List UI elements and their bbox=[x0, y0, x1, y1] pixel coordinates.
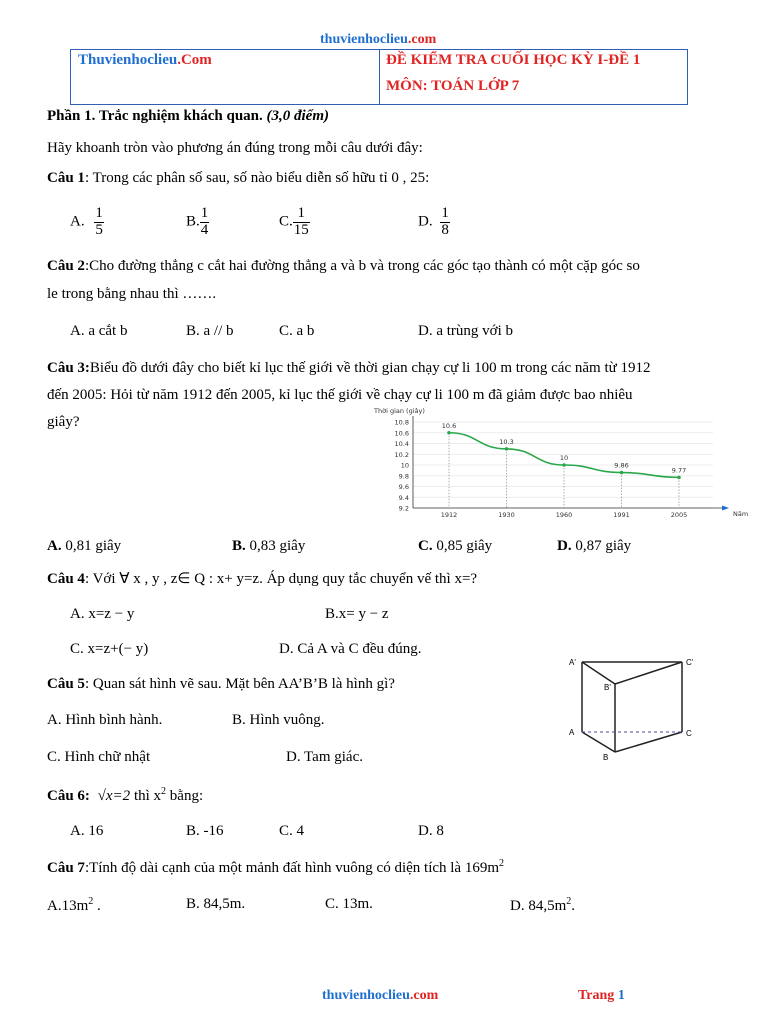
question-3-line2: đến 2005: Hỏi từ năm 1912 đến 2005, kỉ lục thế giới về chạy cự li 100 m đã giảm được bao nhiêu bbox=[47, 387, 633, 403]
data-point bbox=[620, 471, 624, 475]
q3-option-c[interactable]: C. 0,85 giây bbox=[418, 538, 493, 554]
header-divider bbox=[379, 50, 380, 104]
q6-option-d[interactable]: D. 8 bbox=[418, 823, 444, 839]
data-label: 9.86 bbox=[614, 461, 629, 470]
q2-option-c[interactable]: C. a b bbox=[279, 323, 315, 339]
data-label: 10.6 bbox=[441, 421, 457, 430]
x-axis-arrow bbox=[722, 506, 729, 511]
q2-option-d[interactable]: D. a trùng với b bbox=[418, 323, 514, 339]
footer-site-name[interactable]: thuvienhoclieu.com bbox=[322, 988, 439, 1003]
instruction-text: Hãy khoanh tròn vào phương án đúng trong mỗi câu dưới đây: bbox=[47, 140, 423, 156]
fraction: $\frac{1}{5}$ bbox=[95, 205, 103, 238]
subject-title: MÔN: TOÁN LỚP 7 bbox=[386, 78, 520, 94]
q5-option-c[interactable]: C. Hình chữ nhật bbox=[47, 749, 151, 765]
q7-option-c[interactable]: C. 13m. bbox=[325, 896, 373, 912]
question-5: Câu 5: Quan sát hình vẽ sau. Mặt bên AA’B’B là hình gì? bbox=[47, 676, 395, 692]
q3-option-b[interactable]: B. 0,83 giây bbox=[232, 538, 306, 554]
q7-option-a[interactable]: $A.13m^2$ . bbox=[47, 896, 101, 914]
edge-a1b1 bbox=[582, 662, 615, 684]
fraction: $\frac{1}{4}$ bbox=[200, 205, 209, 238]
data-label: 10 bbox=[559, 454, 569, 462]
label-c: C bbox=[686, 729, 692, 738]
edge-ab bbox=[582, 732, 615, 752]
label-b1: B' bbox=[604, 683, 611, 692]
data-point bbox=[505, 447, 509, 451]
q4-option-d[interactable]: D. Cả A và C đều đúng. bbox=[279, 641, 422, 657]
y-tick-label: 9.2 bbox=[398, 504, 409, 513]
label-b: B bbox=[603, 753, 609, 762]
edge-b1c1 bbox=[615, 662, 682, 684]
data-point bbox=[447, 431, 451, 435]
fraction: $\frac{1}{8}$ bbox=[441, 205, 449, 238]
record-time-line-chart bbox=[368, 404, 749, 522]
question-3-line3: giây? bbox=[47, 414, 80, 430]
q4-option-b[interactable]: B.x= y − z bbox=[325, 606, 389, 622]
y-axis-title: Thời gian (giây) bbox=[374, 407, 425, 415]
q6-option-b[interactable]: B. -16 bbox=[186, 823, 224, 839]
q4-option-a[interactable]: A. x=z − y bbox=[70, 606, 135, 622]
exam-title: ĐỀ KIỂM TRA CUỐI HỌC KỲ I-ĐỀ 1 bbox=[386, 52, 641, 68]
y-tick-label: 10.8 bbox=[394, 418, 409, 427]
y-tick-label: 9.8 bbox=[398, 472, 409, 481]
fraction: $\frac{1}{15}$ bbox=[293, 205, 309, 238]
q2-option-b[interactable]: B. a // b bbox=[186, 323, 234, 339]
question-7: Câu 7:Tính độ dài cạnh của một mảnh đất hình vuông có diện tích là $169m^2$ bbox=[47, 858, 505, 876]
q1-option-b[interactable]: B. $\frac{1}{4}$ bbox=[186, 205, 209, 238]
label-a1: A' bbox=[569, 658, 576, 667]
q6-option-c[interactable]: C. 4 bbox=[279, 823, 305, 839]
q2-option-a[interactable]: A. a cắt b bbox=[70, 323, 128, 339]
y-tick-label: 9.4 bbox=[398, 493, 409, 502]
q3-option-d[interactable]: D. 0,87 giây bbox=[557, 538, 632, 554]
q1-option-d[interactable]: D. $\frac{1}{8}$ bbox=[418, 205, 449, 238]
page-number: Trang 1 bbox=[578, 988, 625, 1003]
data-label: 10.3 bbox=[499, 437, 514, 446]
q7-option-b[interactable]: B. 84,5m. bbox=[186, 896, 246, 912]
question-2-line1: Câu 2:Cho đường thẳng c cắt hai đường thẳng a và b và trong các góc tạo thành có một cặp góc so bbox=[47, 258, 640, 274]
q6-option-a[interactable]: A. 16 bbox=[70, 823, 104, 839]
label-c1: C' bbox=[686, 658, 694, 667]
q5-option-d[interactable]: D. Tam giác. bbox=[286, 749, 363, 765]
question-4: Câu 4: Với ∀ x , y , z∈ Q : x+ y=z. Áp dụng quy tắc chuyển vế thì x=? bbox=[47, 571, 478, 587]
q3-option-a[interactable]: A. 0,81 giây bbox=[47, 538, 122, 554]
triangular-prism-figure bbox=[560, 652, 710, 764]
top-site-name[interactable]: thuvienhoclieu.com bbox=[320, 32, 437, 47]
q5-option-a[interactable]: A. Hình bình hành. bbox=[47, 712, 163, 728]
data-point bbox=[562, 463, 566, 467]
q1-option-c[interactable]: C. $\frac{1}{15}$ bbox=[279, 205, 309, 238]
question-2-line2: le trong bằng nhau thì ……. bbox=[47, 286, 217, 302]
q5-option-b[interactable]: B. Hình vuông. bbox=[232, 712, 325, 728]
x-tick-label: 2005 bbox=[670, 511, 688, 519]
part1-heading: Phần 1. Trắc nghiệm khách quan. (3,0 điểm) bbox=[47, 108, 329, 124]
y-tick-label: 10 bbox=[400, 461, 409, 470]
question-3-line1: Câu 3:Biểu đồ dưới đây cho biết kỉ lục thế giới về thời gian chạy cự li 100 m trong các năm từ 1912 bbox=[47, 360, 651, 376]
x-tick-label: 1930 bbox=[498, 511, 515, 519]
y-tick-label: 10.4 bbox=[394, 440, 409, 448]
x-tick-label: 1912 bbox=[440, 511, 458, 519]
question-1: Câu 1: Trong các phân số sau, số nào biểu diễn số hữu tỉ 0 , 25: bbox=[47, 170, 430, 186]
label-a: A bbox=[569, 728, 575, 737]
header-site-left: Thuvienhoclieu.Com bbox=[78, 52, 212, 68]
data-point bbox=[677, 476, 681, 480]
q7-option-d[interactable]: D. $84,5m^2$. bbox=[510, 896, 575, 914]
x-tick-label: 1991 bbox=[613, 511, 630, 519]
x-axis-title: Năm bbox=[733, 510, 749, 518]
q1-option-a[interactable]: A. $\frac{1}{5}$ bbox=[70, 205, 103, 238]
x-tick-label: 1960 bbox=[555, 511, 573, 519]
y-tick-label: 9.6 bbox=[398, 483, 409, 491]
question-6: Câu 6: √x=2 thì $x^2$ bằng: bbox=[47, 786, 204, 804]
header-table bbox=[70, 49, 688, 105]
y-tick-label: 10.2 bbox=[394, 450, 409, 459]
data-label: 9.77 bbox=[671, 466, 687, 475]
q4-option-c[interactable]: C. x=z+(− y) bbox=[70, 641, 149, 657]
edge-bc bbox=[615, 732, 682, 752]
y-tick-label: 10.6 bbox=[394, 429, 409, 438]
